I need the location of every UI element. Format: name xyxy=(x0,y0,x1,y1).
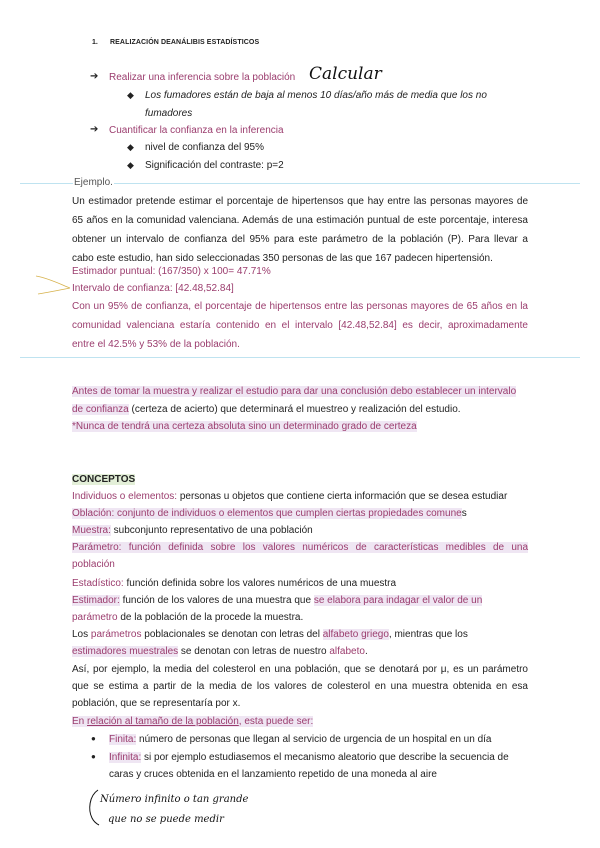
relacion-text-a: En xyxy=(72,716,88,727)
dot-bullet-icon: ● xyxy=(91,734,96,743)
section-title: REALIZACIÓN DEANÁLIBIS ESTADÍSTICOS xyxy=(110,39,260,46)
handwritten-note-line2: que no se puede medir xyxy=(108,814,224,825)
relacion-tamano: relación al tamaño de la población xyxy=(87,716,239,727)
handwritten-calcular: Calcular xyxy=(309,64,382,84)
asi-paragraph xyxy=(72,664,528,710)
point-estimator: Estimador puntual: (167/350) x 100= 47.71% xyxy=(72,266,271,277)
term-individuos: Individuos o elementos: xyxy=(72,491,178,502)
pencil-arrow-icon xyxy=(34,272,74,298)
term-parametro-inline: parámetro xyxy=(72,612,118,623)
asi-line-3: población, que se representaría por x. xyxy=(72,698,241,709)
note-certeza: *Nunca de tendrá una certeza absoluta sino un determinado grado de certeza xyxy=(72,421,417,432)
finita-term: Finita: xyxy=(109,734,137,745)
asi-line-1: Así, por ejemplo, la media del colesterol en una población, que se denotará por μ, es un parámetro xyxy=(72,664,528,675)
los-alfabeto-griego: alfabeto griego xyxy=(322,629,389,640)
concept-muestra xyxy=(72,525,313,537)
concept-oblacion xyxy=(72,508,467,520)
conclusion-line-3: entre el 42.5% y 53% de la población. xyxy=(72,339,240,350)
los-text-e: , mientras que los xyxy=(388,629,468,640)
concepts-heading xyxy=(72,474,135,486)
alfabeto-term: alfabeto xyxy=(329,646,365,657)
divider-bottom xyxy=(20,357,580,358)
finita-def: número de personas que llegan al servicio de urgencia de un hospital en un día xyxy=(136,734,492,745)
conclusion-line-1: Con un 95% de confianza, el porcentaje de hipertensos entre las personas mayores de 65 años en la xyxy=(72,301,528,312)
bullet-nivel-confianza: nivel de confianza del 95% xyxy=(145,142,264,153)
confidence-interval: Intervalo de confianza: [42.48,52.84] xyxy=(72,283,234,294)
concept-parametro xyxy=(72,542,528,571)
divider-right xyxy=(114,183,580,184)
relacion-text-c: , esta puede ser: xyxy=(238,716,314,727)
parametro-line-2: población xyxy=(72,559,115,570)
diamond-bullet-icon: ◆ xyxy=(127,142,134,152)
parametro-line-1-text: Parámetro: función definida sobre los valores numéricos de características medibles de una xyxy=(72,542,528,553)
estimadores-muestrales-term: estimadores muestrales xyxy=(72,646,179,657)
diamond-bullet-icon: ◆ xyxy=(127,90,134,100)
note-line-2 xyxy=(72,404,461,416)
note-line-1-text: Antes de tomar la muestra y realizar el estudio para dar una conclusión debo establecer un intervalo xyxy=(72,386,517,397)
los-text-a: Los xyxy=(72,629,91,640)
arrow-bullet-icon: ➔ xyxy=(90,71,99,82)
concept-estimador xyxy=(72,595,482,607)
los2-text-b: se denotan con letras de nuestro xyxy=(178,646,330,657)
los-parametros-line2 xyxy=(72,646,368,658)
relacion-line xyxy=(72,716,313,728)
note-confianza: de confianza xyxy=(72,404,129,415)
note-line-3 xyxy=(72,421,417,433)
note-line-1 xyxy=(72,386,516,398)
dot-bullet-icon: ● xyxy=(91,752,96,761)
los-parametros-line xyxy=(72,629,468,641)
term-muestra: Muestra: xyxy=(72,525,111,536)
bullet-significacion: Significación del contraste: p=2 xyxy=(145,160,284,171)
term-oblacion: Oblación: conjunto de individuos o elementos que cumplen ciertas propiedades comune xyxy=(72,508,462,519)
divider-left xyxy=(20,183,73,184)
concept-estadistico xyxy=(72,578,396,590)
def-muestra: subconjunto representativo de una población xyxy=(110,525,313,536)
parametro-line-1 xyxy=(72,542,528,559)
def-oblacion-tail: s xyxy=(461,508,467,519)
los-text-c: poblacionales se denotan con letras del xyxy=(141,629,323,640)
infinita-item xyxy=(109,752,509,764)
def-estimador: función de los valores de una muestra que xyxy=(119,595,314,606)
finita-item xyxy=(109,734,491,746)
section-number: 1. xyxy=(92,39,98,46)
example-paragraph xyxy=(72,196,528,265)
example-line-4: cabo este estudio, han sido seleccionadas 350 personas de las que 167 padecen hipertensión. xyxy=(72,253,493,264)
concept-individuos xyxy=(72,491,507,503)
note-line-2-text: (certeza de acierto) que determinará el muestreo y realización del estudio. xyxy=(128,404,461,415)
example-label: Ejemplo. xyxy=(74,177,113,188)
def-individuos: personas u objetos que contiene cierta información que se desea estudiar xyxy=(177,491,508,502)
bullet-fumadores-line1: Los fumadores están de baja al menos 10 días/año más de media que los no xyxy=(145,90,487,101)
infinita-term: Infinita: xyxy=(109,752,142,763)
bullet-inference: Realizar una inferencia sobre la población xyxy=(109,72,296,83)
example-line-1: Un estimador pretende estimar el porcentaje de hipertensos que hay entre las personas mayores de xyxy=(72,196,528,207)
handwritten-note-line1: Número infinito o tan grande xyxy=(100,794,249,805)
los2-text-d: . xyxy=(364,646,368,657)
concepts-heading-text: CONCEPTOS xyxy=(72,474,136,485)
los-parametros-term: parámetros xyxy=(90,629,142,640)
infinita-def-line1: si por ejemplo estudiasemos el mecanismo aleatorio que describe la secuencia de xyxy=(141,752,509,763)
bullet-fumadores-line2: fumadores xyxy=(145,108,193,119)
example-conclusion xyxy=(72,301,528,351)
def-estimador-highlight: se elabora para indagar el valor de un xyxy=(313,595,483,606)
arrow-bullet-icon: ➔ xyxy=(90,124,99,135)
def-estadistico: función definida sobre los valores numéricos de una muestra xyxy=(123,578,397,589)
asi-line-2: que se estima a partir de la media de los valores de colesterol en una muestra obtenida en esa xyxy=(72,681,528,692)
def-estimador-line2: de la población de la procede la muestra. xyxy=(117,612,304,623)
infinita-def-line2: caras y cruces obtenida en el lanzamiento repetido de una moneda al aire xyxy=(109,769,437,780)
example-line-2: 65 años en la comunidad valenciana. Además de una estimación puntual de este porcentaje, interesa xyxy=(72,215,528,226)
term-estadistico: Estadístico: xyxy=(72,578,124,589)
concept-estimador-line2 xyxy=(72,612,303,624)
conclusion-line-2: comunidad valenciana estaría contenido en el intervalo [42.48,52.84] es decir, aproximadamente xyxy=(72,320,528,331)
example-line-3: obtener un intervalo de confianza del 95% para este parámetro de la población (P). Para llevar a xyxy=(72,234,528,245)
bullet-confianza: Cuantificar la confianza en la inferencia xyxy=(109,125,284,136)
diamond-bullet-icon: ◆ xyxy=(127,160,134,170)
term-estimador: Estimador: xyxy=(72,595,120,606)
